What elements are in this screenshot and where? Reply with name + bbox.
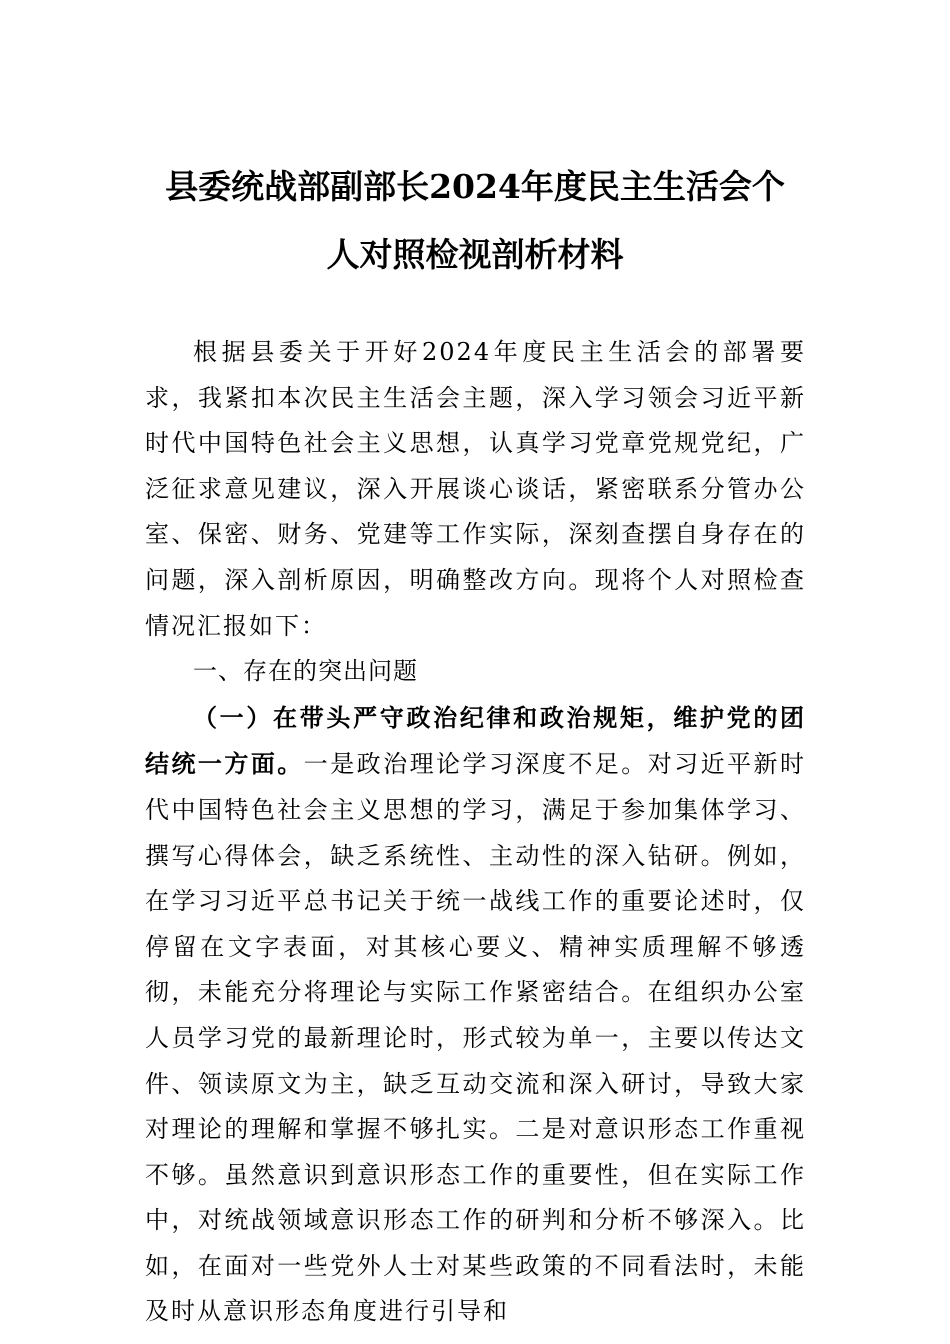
subsection-lead: （一）在带头严守政治纪律和政治规矩，维护党的团结统一方面。	[145, 702, 806, 779]
title-line-1: 县委统战部副部长2024年度民主生活会个	[165, 167, 785, 206]
document-body	[145, 330, 806, 1335]
subsection-paragraph	[145, 695, 806, 1335]
subsection-body: 一是政治理论学习深度不足。对习近平新时代中国特色社会主义思想的学习，满足于参加集体学习、撰写心得体会，缺乏系统性、主动性的深入钻研。例如，在学习习近平总书记关于统一战线工作的重要论述时，仅停留在文字表面，对其核心要义、精神实质理解不够透彻，未能充分将理论与实际工作紧密结合。在组织办公室人员学习党的最新理论时，形式较为单一，主要以传达文件、领读原文为主，缺乏互动交流和深入研讨，导致大家对理论的理解和掌握不够扎实。二是对意识形态工作重视不够。虽然意识到意识形态工作的重要性，但在实际工作中，对统战领域意识形态工作的研判和分析不够深入。比如，在面对一些党外人士对某些政策的不同看法时，未能及时从意识形态角度进行引导和	[145, 750, 806, 1326]
section-heading: 一、存在的突出问题	[193, 657, 418, 686]
title-line-2: 人对照检视剖析材料	[326, 235, 624, 274]
intro-paragraph: 根据县委关于开好2024年度民主生活会的部署要求，我紧扣本次民主生活会主题，深入学习领会习近平新时代中国特色社会主义思想，认真学习党章党规党纪，广泛征求意见建议，深入开展谈心谈话，紧密联系分管办公室、保密、财务、党建等工作实际，深刻查摆自身存在的问题，深入剖析原因，明确整改方向。现将个人对照检查情况汇报如下：	[145, 338, 806, 640]
document-title	[145, 153, 805, 289]
